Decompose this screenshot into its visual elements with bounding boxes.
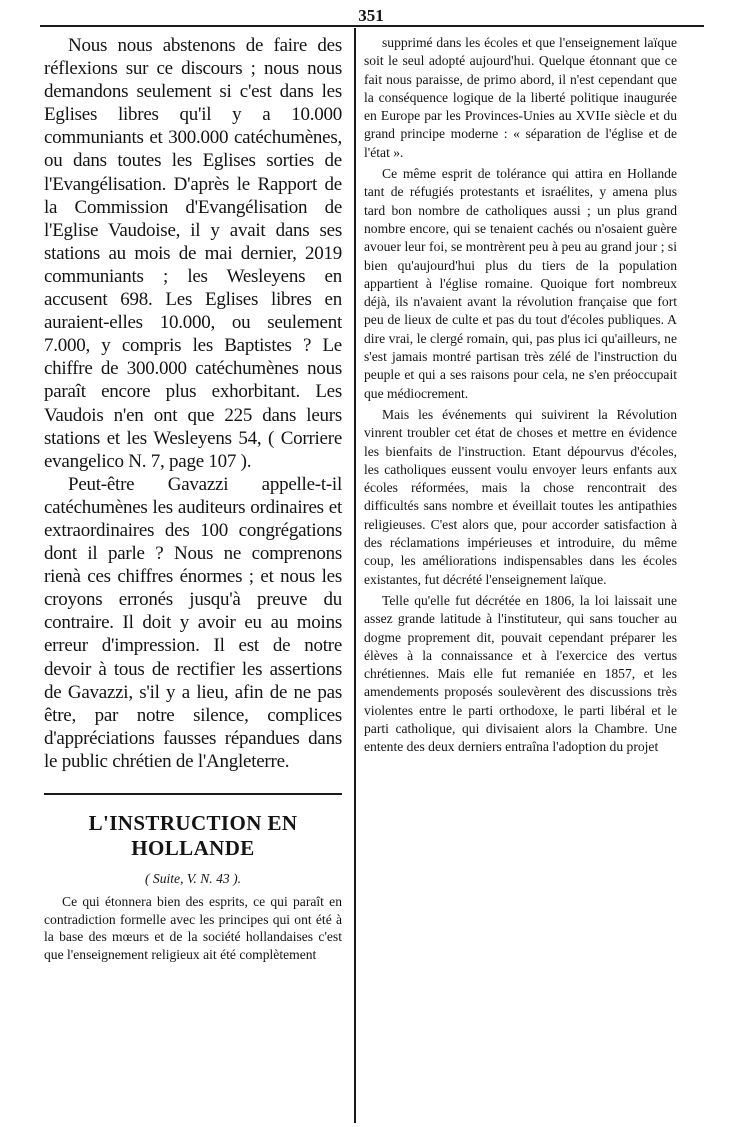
left-column — [44, 34, 342, 963]
paragraph: supprimé dans les écoles et que l'enseignement laïque soit le seul adopté aujourd'hui. Quelque étonnant que ce fait nous paraisse, de primo abord, il n'est cependant que la conséquence logique de la liberté politique inaugurée en Europe par les Provinces-Unies au XVIIe siècle et du grand principe moderne : « séparation de l'église et de l'état ». — [364, 35, 677, 160]
header-rule — [40, 25, 704, 27]
paragraph: Mais les événements qui suivirent la Révolution vinrent troubler cet état de choses et mettre en évidence les bienfaits de l'instruction. Etant dépourvus d'écoles, les catholiques eussent voulu envoyer leurs enfants aux écoles réformées, mais la chose rencontrait des difficultés sans nombre et éveillait toutes les antipathies religieuses. C'est alors que, pour accorder satisfaction à des réclamations impérieuses et introduire, du même coup, les améliorations indispensables dans les écoles existantes, fut décrété l'enseignement laïque. — [364, 406, 677, 587]
column-divider — [354, 28, 356, 1123]
paragraph: Ce même esprit de tolérance qui attira en Hollande tant de réfugiés protestants et israélites, y amena plus tard bon nombre de catholiques aussi ; un plus grand nombre encore, qui se tenaient cachés ou n'osaient guère avouer leur foi, se montrèrent peu à peu au grand jour ; si bien qu'aujourd'hui plus du tiers de la population appartient à l'église romaine. Quoique fort nombreux déjà, ils n'avaient avant la révolution française que fort peu de lieux de culte et pas du tout d'écoles publiques. A dire vrai, le clergé romain, qui, pas plus ici qu'ailleurs, ne s'est jamais montré partisan très zélé de l'instruction du peuple et qui a ses raisons pour cela, ne s'en préoccupait que médiocrement. — [364, 166, 677, 401]
paragraph: Peut-être Gavazzi appelle-t-il catéchumènes les auditeurs ordinaires et extraordinaires des 100 congrégations dont il parle ? Nous ne comprenons rienà ces chiffres énormes ; et nous les croyons erronés jusqu'à preuve du contraire. Il doit y avoir eu au moins erreur d'impression. Il est de notre devoir à tous de rectifier les assertions de Gavazzi, s'il y a lieu, afin de ne pas être, par notre silence, complices d'appréciations fausses répandues dans le public chrétien de l'Angleterre. — [44, 473, 342, 772]
paragraph: Ce qui étonnera bien des esprits, ce qui paraît en contradiction formelle avec les principes qui ont été à la base des mœurs et de la société hollandaises c'est que l'enseignement religieux ait été complètement — [44, 894, 342, 962]
section-subtitle: ( Suite, V. N. 43 ). — [144, 871, 242, 886]
discourse-commentary — [44, 34, 342, 773]
section-body — [44, 893, 342, 963]
page-number: 351 — [358, 6, 384, 25]
right-column — [364, 34, 677, 757]
paragraph: Telle qu'elle fut décrétée en 1806, la loi laissait une assez grande latitude à l'instituteur, qui sans toucher au dogme proprement dit, pouvait cependant préparer les élèves à la connaissance et à l'exercice des vertus chrétiennes. Mais elle fut remaniée en 1857, et les amendements proposés soulevèrent des discussions très violentes entre le parti orthodoxe, le parti libéral et le parti catholique, qui divisaient alors la Chambre. Une entente des deux derniers entraîna l'adoption du projet — [364, 592, 677, 755]
paragraph: Nous nous abstenons de faire des réflexions sur ce discours ; nous nous demandons seulement si c'est dans les Eglises libres qu'il y a 10.000 communiants et 300.000 catéchumènes, ou dans toutes les Eglises sorties de l'Evangélisation. D'après le Rapport de la Commission d'Evangélisation de l'Eglise Vaudoise, il y avait dans ses stations au mois de mai dernier, 2019 communiants ; les Wesleyens en accusent 698. Les Eglises libres en auraient-elles 10.000, ou seulement 7.000, y compris les Baptistes ? Le chiffre de 300.000 catéchumènes nous paraît encore plus exhorbitant. Les Vaudois n'en ont que 225 dans leurs stations et les Wesleyens 54, ( Corriere evangelico N. 7, page 107 ). — [44, 35, 342, 472]
section-title: L'INSTRUCTION EN HOLLANDE — [88, 811, 298, 860]
section-rule — [44, 793, 342, 795]
